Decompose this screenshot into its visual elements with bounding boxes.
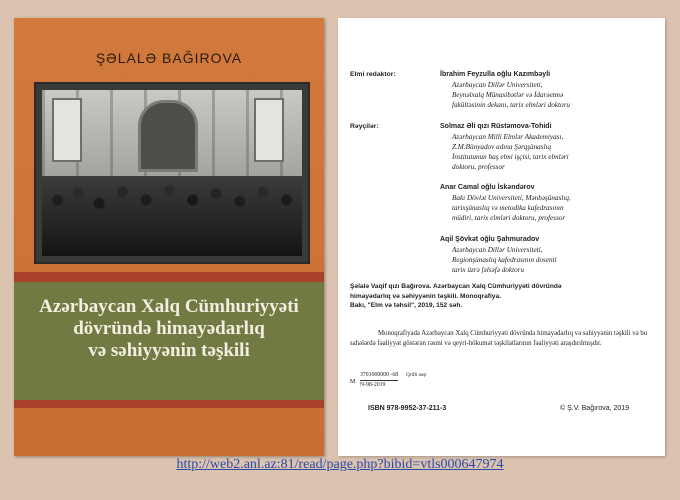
reviewer-entry	[440, 183, 656, 223]
code-numerator: 3701000000 -68	[360, 371, 398, 381]
citation-line: Bakı, "Elm və təhsil", 2019, 152 səh.	[350, 302, 463, 309]
affiliation-line: Beynəlxalq Münasibətlər və İdarəetmə	[452, 91, 564, 99]
reviewer-name: Solmaz Əli qızı Rüstəmova-Tohidi	[440, 123, 552, 130]
reviewer-entry	[440, 235, 656, 275]
affiliation-line: Azərbaycan Milli Elmlər Akademiyası,	[452, 133, 564, 141]
cover-title-line: və səhiyyənin təşkili	[88, 340, 250, 361]
affiliation-line: tarixşünaslıq və metodika kafedrasının	[452, 204, 564, 212]
copyright: © Ş.V. Bağırova, 2019	[560, 405, 630, 412]
citation-line: Şəlalə Vaqif qızı Bağırova. Azərbaycan Xalq Cümhuriyyəti dövründə	[350, 283, 562, 290]
cover-title	[24, 296, 314, 362]
affiliation-line: Z.M.Bünyadov adına Şərqşünaslıq	[452, 143, 552, 151]
cover-stripe-bottom	[14, 400, 324, 408]
source-link[interactable]: http://web2.anl.az:81/read/page.php?bibid=vtls000647974	[176, 457, 504, 472]
cover-title-line: Azərbaycan Xalq Cümhuriyyəti	[39, 296, 299, 317]
isbn: ISBN 978-9952-37-211-3	[368, 405, 447, 412]
book-cover	[14, 18, 324, 456]
affiliation-line: doktoru, professor	[452, 163, 505, 171]
cover-title-line: dövründə himayədarlıq	[73, 318, 265, 339]
reviewer-affiliation	[440, 132, 656, 172]
imprint-page	[338, 18, 665, 456]
reviewer-name: Anar Camal oğlu İskəndərov	[440, 184, 535, 191]
affiliation-line: müdiri, tarix elmləri doktoru, professor	[452, 214, 566, 222]
bibliographic-citation	[350, 282, 655, 311]
historical-photo	[42, 90, 302, 256]
reviewer-affiliation	[440, 245, 656, 275]
cover-author: ŞƏLALƏ BAĞIROVA	[95, 50, 243, 66]
affiliation-line: Regionşünaslıq kafedrasının dosenti	[452, 256, 557, 264]
editor-entry	[440, 70, 656, 110]
code-prefix: M	[350, 379, 356, 385]
affiliation-line: İnstitutunun baş elmi işçisi, tarix elmləri	[452, 153, 569, 161]
affiliation-line: Azərbaycan Dillər Universiteti,	[452, 81, 543, 89]
editor-affiliation	[440, 80, 656, 110]
citation-line: himayədarlıq və səhiyyənin təşkili. Monoqrafiya.	[350, 292, 501, 300]
affiliation-line: fakültəsinin dekanı, tarix elmləri doktoru	[452, 101, 570, 109]
reviewer-affiliation	[440, 193, 656, 223]
code-denominator: N-98-2019	[360, 382, 386, 388]
edition-note: Qrifli nəşr	[406, 373, 427, 378]
reviewer-name: Aqil Şövkət oğlu Şahmuradov	[440, 236, 540, 243]
abstract: Monoqrafiyada Azərbaycan Xalq Cümhuriyyəti dövründə himayədarlıq və səhiyyənin təşkili və bu sahələrdə fəaliyyət göstərən rəsmi və qeyri-hökumət təşkilatlarının fəaliyyəti araşdırılmışdır.	[350, 330, 648, 347]
affiliation-line: Azərbaycan Dillər Universiteti,	[452, 246, 543, 254]
reviewer-entry	[440, 122, 656, 172]
editor-name: İbrahim Feyzulla oğlu Kazımbəyli	[440, 71, 551, 78]
reviewers-label: Rəyçilər:	[350, 123, 379, 130]
editor-label: Elmi redaktor:	[350, 71, 396, 78]
affiliation-line: tarix üzrə fəlsəfə doktoru	[452, 266, 525, 274]
cover-stripe-top	[14, 272, 324, 282]
affiliation-line: Bakı Dövlət Universiteti, Mənbəşünaslıq,	[452, 194, 571, 202]
cover-photo	[34, 82, 310, 264]
